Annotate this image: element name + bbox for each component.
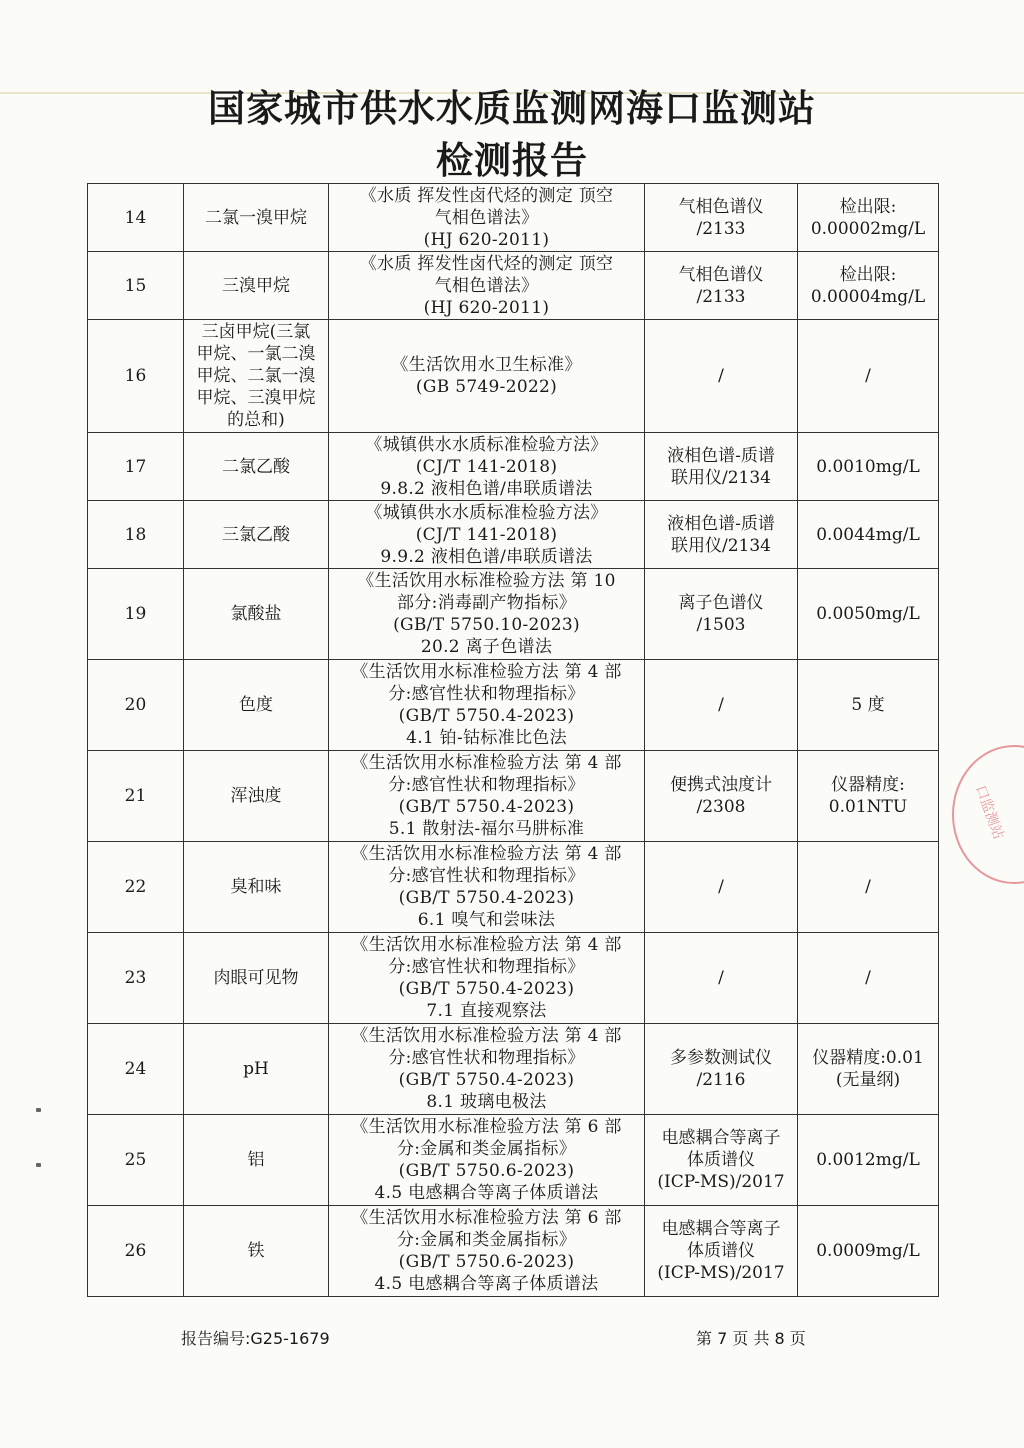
instrument: / [645, 320, 798, 433]
row-number: 16 [88, 320, 184, 433]
table-row [88, 933, 939, 1024]
test-method: 《生活饮用水标准检验方法 第 6 部 分:金属和类金属指标》 (GB/T 5750.6-2023) 4.5 电感耦合等离子体质谱法 [329, 1115, 645, 1206]
parameter-name: 铝 [184, 1115, 329, 1206]
official-seal [952, 745, 1024, 884]
table-row [88, 320, 939, 433]
table-row [88, 751, 939, 842]
test-method: 《生活饮用水标准检验方法 第 6 部 分:金属和类金属指标》 (GB/T 5750.6-2023) 4.5 电感耦合等离子体质谱法 [329, 1206, 645, 1297]
test-method: 《生活饮用水标准检验方法 第 4 部 分:感官性状和物理指标》 (GB/T 5750.4-2023) 4.1 铂-钴标准比色法 [329, 660, 645, 751]
detection-limit: 0.0050mg/L [798, 569, 939, 660]
seal-text: 口监测站 [971, 783, 1007, 842]
instrument: 电感耦合等离子 体质谱仪 (ICP-MS)/2017 [645, 1115, 798, 1206]
test-method: 《生活饮用水标准检验方法 第 4 部 分:感官性状和物理指标》 (GB/T 5750.4-2023) 5.1 散射法-福尔马肼标准 [329, 751, 645, 842]
table-row [88, 1115, 939, 1206]
row-number: 22 [88, 842, 184, 933]
table-row [88, 569, 939, 660]
test-method: 《生活饮用水卫生标准》 (GB 5749-2022) [329, 320, 645, 433]
instrument: 液相色谱-质谱 联用仪/2134 [645, 501, 798, 569]
instrument: 便携式浊度计 /2308 [645, 751, 798, 842]
detection-limit: 0.0012mg/L [798, 1115, 939, 1206]
table-row [88, 184, 939, 252]
detection-limit: 0.0010mg/L [798, 433, 939, 501]
report-subtitle: 检测报告 [436, 139, 588, 182]
instrument: / [645, 842, 798, 933]
detection-limit: / [798, 933, 939, 1024]
report-title: 国家城市供水水质监测网海口监测站 [208, 87, 816, 130]
row-number: 14 [88, 184, 184, 252]
row-number: 25 [88, 1115, 184, 1206]
row-number: 19 [88, 569, 184, 660]
detection-limit: / [798, 320, 939, 433]
test-method: 《水质 挥发性卤代烃的测定 顶空 气相色谱法》 (HJ 620-2011) [329, 252, 645, 320]
test-method: 《生活饮用水标准检验方法 第 4 部 分:感官性状和物理指标》 (GB/T 5750.4-2023) 8.1 玻璃电极法 [329, 1024, 645, 1115]
parameter-name: 氯酸盐 [184, 569, 329, 660]
detection-limit: / [798, 842, 939, 933]
detection-limit: 仪器精度:0.01 (无量纲) [798, 1024, 939, 1115]
page-number: 第 7 页 共 8 页 [696, 1329, 806, 1348]
instrument: 多参数测试仪 /2116 [645, 1024, 798, 1115]
instrument: / [645, 660, 798, 751]
parameter-name: 二氯一溴甲烷 [184, 184, 329, 252]
scan-speck [36, 1163, 41, 1167]
instrument: 气相色谱仪 /2133 [645, 252, 798, 320]
parameter-name: 三氯乙酸 [184, 501, 329, 569]
row-number: 15 [88, 252, 184, 320]
instrument: 电感耦合等离子 体质谱仪 (ICP-MS)/2017 [645, 1206, 798, 1297]
detection-limit: 0.0009mg/L [798, 1206, 939, 1297]
report-number: 报告编号:G25-1679 [181, 1329, 330, 1348]
test-method: 《生活饮用水标准检验方法 第 4 部 分:感官性状和物理指标》 (GB/T 5750.4-2023) 6.1 嗅气和尝味法 [329, 842, 645, 933]
instrument: 液相色谱-质谱 联用仪/2134 [645, 433, 798, 501]
parameter-name: 浑浊度 [184, 751, 329, 842]
test-method: 《城镇供水水质标准检验方法》 (CJ/T 141-2018) 9.8.2 液相色谱/串联质谱法 [329, 433, 645, 501]
row-number: 20 [88, 660, 184, 751]
instrument: / [645, 933, 798, 1024]
table-row [88, 1206, 939, 1297]
scan-speck [36, 1108, 41, 1112]
table-row [88, 501, 939, 569]
test-method: 《生活饮用水标准检验方法 第 4 部 分:感官性状和物理指标》 (GB/T 5750.4-2023) 7.1 直接观察法 [329, 933, 645, 1024]
row-number: 26 [88, 1206, 184, 1297]
test-methods-table [87, 183, 939, 1297]
parameter-name: 色度 [184, 660, 329, 751]
row-number: 17 [88, 433, 184, 501]
table-row [88, 433, 939, 501]
row-number: 24 [88, 1024, 184, 1115]
test-method: 《生活饮用水标准检验方法 第 10 部分:消毒副产物指标》 (GB/T 5750.10-2023) 20.2 离子色谱法 [329, 569, 645, 660]
table-row [88, 660, 939, 751]
parameter-name: pH [184, 1024, 329, 1115]
row-number: 23 [88, 933, 184, 1024]
parameter-name: 肉眼可见物 [184, 933, 329, 1024]
parameter-name: 三溴甲烷 [184, 252, 329, 320]
parameter-name: 臭和味 [184, 842, 329, 933]
test-method: 《城镇供水水质标准检验方法》 (CJ/T 141-2018) 9.9.2 液相色谱/串联质谱法 [329, 501, 645, 569]
detection-limit: 5 度 [798, 660, 939, 751]
parameter-name: 二氯乙酸 [184, 433, 329, 501]
instrument: 离子色谱仪 /1503 [645, 569, 798, 660]
instrument: 气相色谱仪 /2133 [645, 184, 798, 252]
detection-limit: 检出限: 0.00004mg/L [798, 252, 939, 320]
table-row [88, 1024, 939, 1115]
test-method: 《水质 挥发性卤代烃的测定 顶空 气相色谱法》 (HJ 620-2011) [329, 184, 645, 252]
row-number: 21 [88, 751, 184, 842]
parameter-name: 铁 [184, 1206, 329, 1297]
detection-limit: 检出限: 0.00002mg/L [798, 184, 939, 252]
parameter-name: 三卤甲烷(三氯 甲烷、一氯二溴 甲烷、二氯一溴 甲烷、三溴甲烷 的总和) [184, 320, 329, 433]
detection-limit: 仪器精度: 0.01NTU [798, 751, 939, 842]
detection-limit: 0.0044mg/L [798, 501, 939, 569]
table-row [88, 252, 939, 320]
row-number: 18 [88, 501, 184, 569]
table-row [88, 842, 939, 933]
